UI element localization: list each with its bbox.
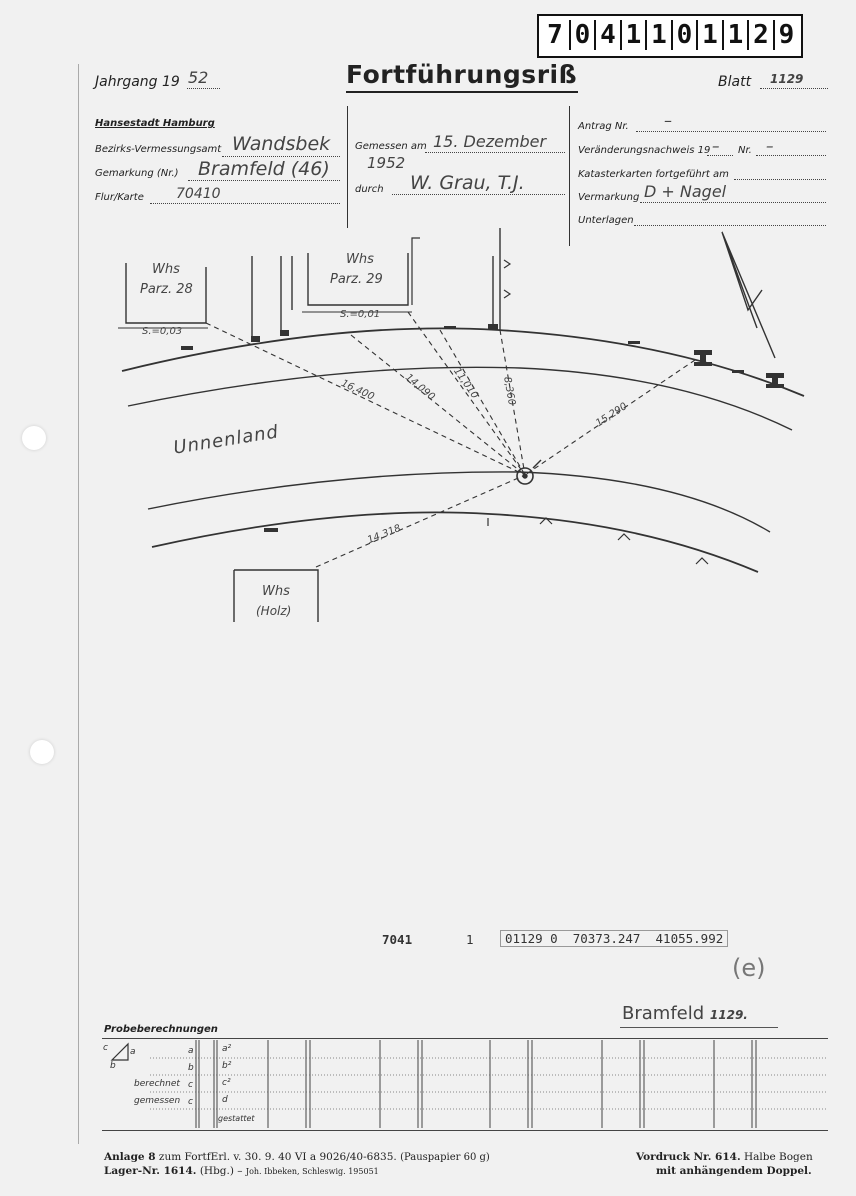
doc-number-digit: 0 xyxy=(569,20,595,50)
triangle-c: c xyxy=(103,1043,108,1053)
location-stamp xyxy=(622,1003,748,1024)
measurement-3: 11,010 xyxy=(450,366,481,401)
col-letter-4: c xyxy=(188,1097,193,1107)
gemessen-label: Gemessen am xyxy=(355,141,427,152)
stamp-number: 1129. xyxy=(709,1008,748,1022)
triangle-b: b xyxy=(110,1061,116,1071)
doc-number-digit: 9 xyxy=(773,20,799,50)
doc-number-digit: 7 xyxy=(547,20,563,50)
doc-number-digit: 4 xyxy=(594,20,620,50)
measurement-2: 14,090 xyxy=(402,372,437,403)
durch-label: durch xyxy=(355,184,384,195)
footer-right-line1 xyxy=(636,1151,813,1163)
probe-bottom-rule xyxy=(102,1130,828,1131)
year-value: 1952 xyxy=(367,154,406,172)
footer-hbg: (Hbg.) – xyxy=(199,1165,243,1177)
form-title: Fortführungsriß xyxy=(346,60,578,89)
blatt-value: 1129 xyxy=(770,72,804,86)
gestattet-label: gestattet xyxy=(218,1114,255,1123)
durch-value: W. Grau, T.J. xyxy=(410,172,525,194)
flur-label: Flur/Karte xyxy=(95,192,144,203)
house-1-parcel: Parz. 28 xyxy=(140,282,193,297)
nr-label: Nr. xyxy=(738,145,752,156)
house-2-label: Whs xyxy=(346,252,374,267)
antrag-label: Antrag Nr. xyxy=(578,121,629,132)
gemarkung-label: Gemarkung (Nr.) xyxy=(95,168,179,179)
measurement-6: 14,318 xyxy=(366,522,403,547)
triangle-a: a xyxy=(130,1047,136,1057)
footer-lager: Lager-Nr. 1614. xyxy=(104,1165,197,1177)
house-3-label: Whs xyxy=(262,584,290,599)
coord-prefix: 7041 xyxy=(382,932,413,947)
doc-number-digit: 1 xyxy=(696,20,722,50)
measurement-5: 15,290 xyxy=(594,400,630,430)
amt-value: Wandsbek xyxy=(232,133,331,155)
stamp-place: Bramfeld xyxy=(622,1003,705,1024)
sq-label-3: c² xyxy=(222,1078,231,1088)
footer-left-line1 xyxy=(104,1151,490,1163)
doc-number-digit: 1 xyxy=(620,20,646,50)
measurement-1: 16,400 xyxy=(339,378,376,403)
veraenderung-value: – xyxy=(712,137,720,155)
annotation-e: (e) xyxy=(732,954,766,982)
veraenderung-label: Veränderungsnachweis 19 xyxy=(578,145,711,156)
gemarkung-value: Bramfeld (46) xyxy=(198,158,330,180)
area-name: Unnenland xyxy=(172,421,281,459)
house-2-s: S.=0,01 xyxy=(340,309,381,320)
punch-hole-bottom xyxy=(30,740,54,764)
stamp-underline xyxy=(620,1027,778,1028)
vermarkung-label: Vermarkung xyxy=(578,192,640,203)
probe-grid xyxy=(0,1038,856,1138)
blatt-label: Blatt xyxy=(718,74,752,90)
col-letter-2: b xyxy=(188,1063,194,1073)
north-arrow-icon xyxy=(722,232,775,358)
jahrgang-value: 52 xyxy=(188,68,209,87)
unterlagen-label: Unterlagen xyxy=(578,215,634,226)
sq-label-1: a² xyxy=(222,1044,232,1054)
antrag-value: – xyxy=(664,111,672,130)
house-1-label: Whs xyxy=(152,262,180,277)
house-2-parcel: Parz. 29 xyxy=(330,272,383,287)
street-line-3 xyxy=(148,472,770,532)
amt-label: Bezirks-Vermessungsamt xyxy=(95,144,222,155)
footer-left-line2 xyxy=(104,1165,379,1177)
doc-number-digit: 0 xyxy=(671,20,697,50)
footer-right-line2: mit anhängendem Doppel. xyxy=(656,1165,812,1177)
kataster-label: Katasterkarten fortgeführt am xyxy=(578,169,729,180)
city-label: Hansestadt Hamburg xyxy=(95,118,215,129)
house-3-type: (Holz) xyxy=(256,604,292,618)
nr-value: – xyxy=(766,137,774,155)
sq-label-2: b² xyxy=(222,1061,232,1071)
measurement-4: 8,360 xyxy=(501,376,517,407)
footer-paper: (Pauspapier 60 g) xyxy=(400,1152,490,1163)
footer-printer: Joh. Ibbeken, Schleswig. 195051 xyxy=(245,1167,379,1176)
house-1-s: S.=0,03 xyxy=(142,326,183,337)
col-letter-3: c xyxy=(188,1080,193,1090)
doc-number-digit: 1 xyxy=(645,20,671,50)
footer-erlass: zum FortfErl. v. 30. 9. 40 VI a 9026/40-6835. xyxy=(158,1151,397,1163)
vermarkung-value: D + Nagel xyxy=(644,182,727,201)
coord-num: 1 xyxy=(466,932,474,947)
footer-vordruck: Vordruck Nr. 614. xyxy=(636,1151,741,1163)
doc-number-digit: 2 xyxy=(747,20,773,50)
probe-title: Probeberechnungen xyxy=(104,1024,218,1035)
footer-halbe: Halbe Bogen xyxy=(743,1151,813,1163)
jahrgang-label: Jahrgang 19 xyxy=(95,74,180,90)
flur-value: 70410 xyxy=(176,186,221,202)
street-line-4 xyxy=(152,512,758,572)
doc-number-digit: 1 xyxy=(722,20,748,50)
gemessen-value: 15. Dezember xyxy=(433,132,547,151)
sq-label-4: d xyxy=(222,1095,228,1105)
row-label-berechnet: berechnet xyxy=(134,1079,180,1089)
coord-record: 01129 0 70373.247 41055.992 xyxy=(500,930,728,947)
col-letter-1: a xyxy=(188,1046,194,1056)
footer-anlage: Anlage 8 xyxy=(104,1151,156,1163)
row-label-gemessen: gemessen xyxy=(134,1096,181,1106)
